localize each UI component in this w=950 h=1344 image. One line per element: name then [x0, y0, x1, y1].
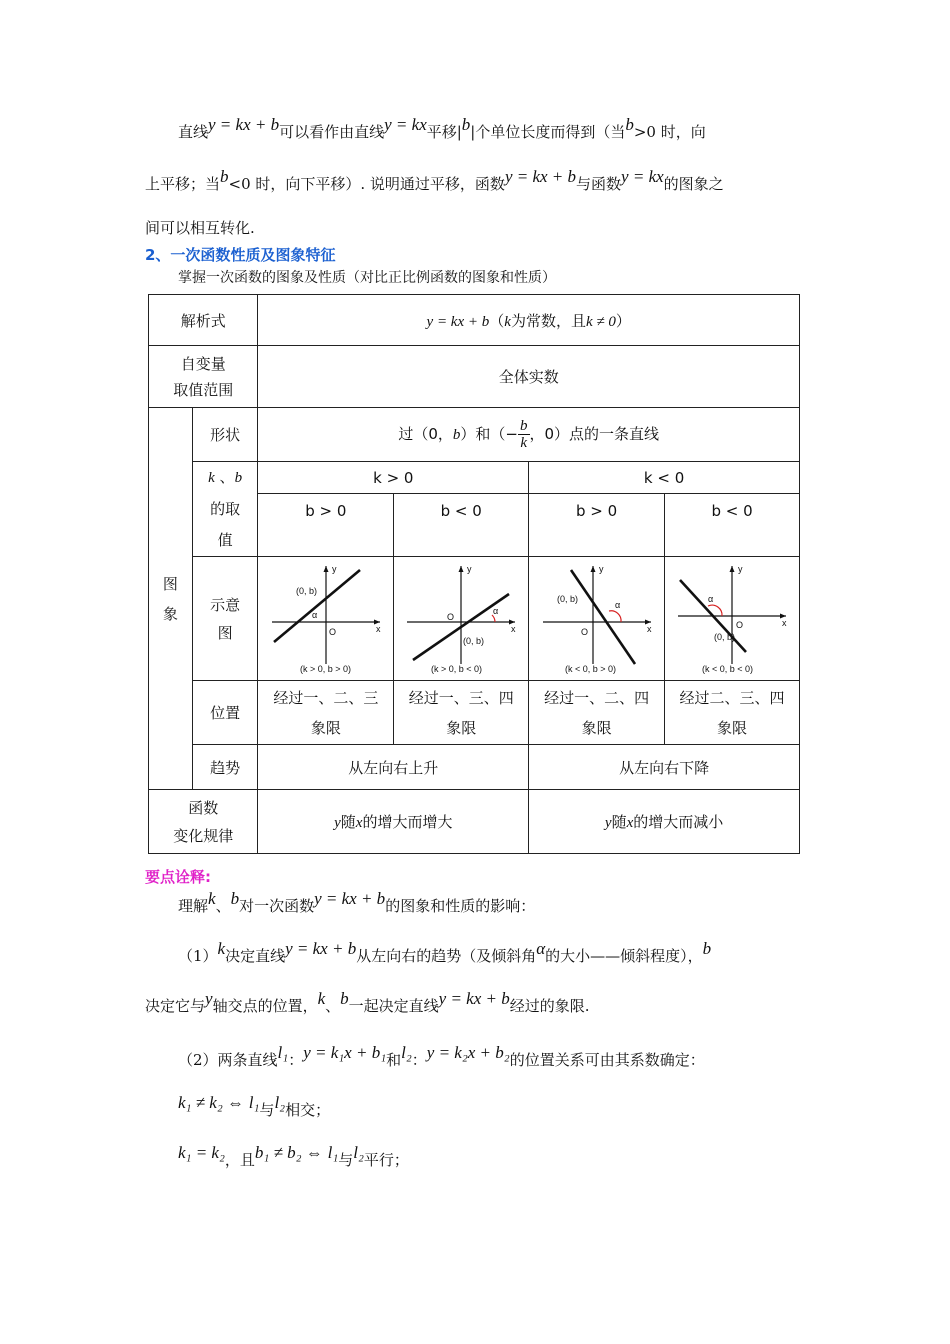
variable: l₁ [248, 1093, 260, 1112]
y-axis-arrow-icon [590, 566, 595, 572]
text-segment: ）和（ [460, 425, 506, 443]
variable: b [452, 427, 461, 443]
variable: l₂ [274, 1093, 286, 1112]
cell-k-negative: k < 0 [529, 462, 800, 494]
cell-kb-label [192, 462, 258, 557]
notes-para-2 [145, 939, 843, 966]
variable: k [208, 889, 216, 908]
label-line: 图 [162, 574, 178, 593]
cell-graph-4 [665, 557, 800, 681]
cell-rule-decreasing [529, 790, 800, 854]
cell-shape-label: 形状 [192, 408, 258, 462]
text-segment: ： [288, 1051, 304, 1069]
table-row [149, 295, 800, 346]
text-segment: （ [489, 311, 505, 330]
label-line: 变化规律 [173, 826, 234, 845]
condition: k ≠ 0 [585, 313, 616, 330]
equation: y = k₁x + b₁ [303, 1043, 387, 1062]
cell-graph-2 [394, 557, 529, 681]
notes-case-2 [145, 1143, 843, 1170]
label-line: 象 [162, 604, 178, 623]
variable: α [536, 939, 546, 958]
function-line [274, 570, 360, 642]
intro-line-1 [145, 115, 843, 142]
label-line: 象限 [581, 718, 612, 737]
label-line: 值 [217, 531, 233, 549]
text-segment: 相交； [285, 1101, 331, 1119]
variable: k [208, 470, 215, 486]
cell-b-positive: b > 0 [529, 494, 665, 557]
table-row [149, 408, 800, 462]
text-segment: 平行； [363, 1151, 409, 1169]
text-segment: >0 时，向 [633, 123, 706, 141]
text-segment: <0 时，向下平移）. 说明通过平移，函数 [228, 175, 505, 193]
notes-para-4 [145, 1043, 843, 1070]
text-segment: 与 [338, 1151, 354, 1169]
table-row [149, 462, 800, 494]
text-segment: 决定直线 [225, 947, 286, 965]
numerator: b [520, 418, 528, 434]
angle-arc [492, 615, 495, 622]
label-line: 自变量 [180, 354, 226, 373]
table-row [149, 681, 800, 745]
table-row [149, 790, 800, 854]
text-segment: 与函数 [576, 175, 622, 193]
graph-caption: (k < 0, b < 0) [702, 663, 754, 674]
text-segment: 的增大而减小 [633, 813, 724, 831]
text-segment: 、 [325, 997, 341, 1015]
text-segment: 可以看作由直线 [279, 123, 385, 141]
variable: b [234, 470, 243, 486]
text-segment: 决定它与 [145, 997, 206, 1015]
angle-label: α [708, 593, 714, 604]
label-line: 示意 [210, 595, 241, 614]
variable: b [625, 115, 634, 134]
variable: b [461, 115, 471, 134]
variable: l₁ [277, 1043, 289, 1062]
text-segment: 一起决定直线 [348, 997, 439, 1015]
text-segment: 随 [611, 813, 627, 831]
axis-label-y: y [738, 563, 743, 574]
label-line: 图 [217, 623, 233, 642]
text-segment: ，且 [224, 1151, 255, 1169]
graph-k-neg-b-pos [537, 560, 657, 678]
denominator: k [520, 435, 528, 451]
label-line: 经过二、三、四 [679, 688, 785, 707]
angle-arc [609, 610, 621, 621]
label-line: 的取 [210, 500, 241, 518]
axis-label-y: y [467, 563, 472, 574]
equation: y = kx + b [285, 939, 357, 958]
text-segment: ） [615, 311, 631, 330]
minus-sign: − [505, 425, 518, 443]
cell-pos-1 [258, 681, 394, 745]
axis-label-y: y [598, 563, 604, 574]
graph-k-pos-b-neg [401, 560, 521, 678]
point-label: (0, b) [714, 631, 736, 642]
variable: b [340, 989, 349, 1008]
intro-line-2 [145, 167, 810, 194]
text-segment: 的图象和性质的影响： [385, 897, 536, 915]
point-label: (0, b) [556, 593, 578, 604]
text-segment: 的大小——倾斜程度）， [545, 947, 703, 965]
variable: k [217, 939, 226, 958]
condition: k₁ ≠ k₂ ⇔ [178, 1093, 244, 1112]
variable: x [626, 815, 634, 831]
angle-label: α [614, 599, 620, 610]
text-segment: 随 [340, 813, 356, 831]
variable: y [205, 989, 213, 1008]
table-row [149, 557, 800, 681]
notes-heading: 要点诠释: [145, 868, 211, 886]
cell-domain-value: 全体实数 [258, 346, 800, 408]
graph-caption: (k > 0, b > 0) [299, 663, 351, 674]
cell-trend-down: 从左向右下降 [529, 745, 800, 790]
axis-label-x: x [511, 623, 516, 634]
text-segment: 直线 [178, 123, 209, 141]
function-line [571, 570, 635, 664]
point-label: (0, b) [463, 635, 485, 646]
cell-b-positive: b > 0 [258, 494, 394, 557]
properties-table [148, 294, 800, 854]
axis-label-y: y [331, 563, 337, 574]
text-segment: 对一次函数 [239, 897, 315, 915]
label-line: 象限 [310, 718, 341, 737]
label-line: 函数 [188, 798, 219, 817]
table-row [149, 745, 800, 790]
text-segment: 轴交点的位置， [212, 997, 318, 1015]
graph-k-neg-b-neg [672, 560, 792, 678]
point-label: (0, b) [295, 585, 317, 596]
text-segment: 上平移；当 [145, 175, 221, 193]
text-segment: 和 [386, 1051, 402, 1069]
label-line: 象限 [446, 718, 477, 737]
section-subtitle: 掌握一次函数的图象及性质（对比正比例函数的图象和性质） [178, 270, 556, 286]
variable: l₂ [353, 1143, 364, 1162]
notes-para-3 [145, 989, 810, 1016]
graph-caption: (k < 0, b > 0) [564, 663, 616, 674]
graph-k-pos-b-pos [266, 560, 386, 678]
origin-label: O [328, 626, 336, 637]
variable: x [355, 815, 363, 831]
variable: y [334, 815, 341, 831]
equation: y = k₂x + b₂ [426, 1043, 510, 1062]
cell-graph-1 [258, 557, 394, 681]
cell-pos-3 [529, 681, 665, 745]
cell-shape-value [258, 408, 800, 462]
condition: k₁ = k₂ [178, 1143, 225, 1162]
axis-label-x: x [375, 623, 381, 634]
text-segment: （2）两条直线 [178, 1051, 278, 1069]
variable: y [604, 815, 612, 831]
cell-domain-label [149, 346, 258, 408]
cell-b-negative: b < 0 [665, 494, 800, 557]
origin-label: O [447, 611, 455, 622]
cell-trend-label: 趋势 [192, 745, 258, 790]
text-segment: |个单位长度而得到（当 [470, 123, 626, 141]
text-segment: 的图象之 [663, 175, 724, 193]
text-segment: ，0）点的一条直线 [529, 425, 660, 443]
label-line: 经过一、二、四 [544, 688, 650, 707]
cell-graph-3 [529, 557, 665, 681]
variable: b [220, 167, 229, 186]
notes-para-1 [145, 889, 843, 916]
cell-rule-label [149, 790, 258, 854]
text-segment: 平移| [426, 123, 462, 141]
table-row [149, 346, 800, 408]
equation: y = kx + b [438, 989, 510, 1008]
equation: y = kx + b [314, 889, 386, 908]
cell-b-negative: b < 0 [394, 494, 529, 557]
cell-k-positive: k > 0 [258, 462, 529, 494]
text-segment: 从左向右的趋势（及倾斜角 [356, 947, 537, 965]
condition: b₁ ≠ b₂ ⇔ [254, 1143, 323, 1162]
notes-case-1 [145, 1093, 843, 1120]
text-segment: ： [411, 1051, 427, 1069]
origin-label: O [580, 626, 588, 637]
equation: y = kx [384, 115, 427, 134]
label-line: 取值范围 [173, 380, 234, 399]
section-heading: 2、一次函数性质及图象特征 [145, 246, 336, 264]
text-segment: 的增大而增大 [362, 813, 453, 831]
text-segment: 与 [259, 1101, 275, 1119]
variable: l₂ [401, 1043, 412, 1062]
variable: b [230, 889, 240, 908]
axis-label-x: x [782, 617, 787, 628]
angle-label: α [493, 605, 499, 616]
equation: y = kx [621, 167, 664, 186]
text-segment: 的位置关系可由其系数确定： [509, 1051, 705, 1069]
cell-graph-label [149, 408, 193, 790]
cell-rule-increasing [258, 790, 529, 854]
equation: y = kx + b [504, 167, 577, 186]
origin-label: O [736, 619, 744, 630]
cell-sketch-label [192, 557, 258, 681]
text-segment: 、 [215, 897, 231, 915]
text-segment: 理解 [178, 897, 209, 915]
cell-trend-up: 从左向右上升 [258, 745, 529, 790]
equation: y = kx + b [426, 313, 490, 330]
variable: l₁ [327, 1143, 339, 1162]
cell-expr-label: 解析式 [149, 295, 258, 346]
intro-line-3: 间可以相互转化. [145, 219, 255, 237]
variable: k [504, 313, 511, 330]
variable: k [317, 989, 326, 1008]
label-line: 经过一、三、四 [408, 688, 514, 707]
text-segment: 为常数，且 [510, 311, 586, 330]
y-axis-arrow-icon [323, 566, 328, 572]
cell-pos-2 [394, 681, 529, 745]
y-axis-arrow-icon [730, 566, 735, 572]
text-segment: 过（0， [398, 425, 453, 443]
cell-pos-4 [665, 681, 800, 745]
text-segment: （1） [178, 947, 218, 965]
cell-expr-value [258, 295, 800, 346]
label-line: 经过一、二、三 [273, 688, 379, 707]
graph-caption: (k > 0, b < 0) [431, 663, 483, 674]
equation: y = kx + b [208, 115, 280, 134]
label-line: 象限 [717, 718, 748, 737]
axis-label-x: x [646, 623, 652, 634]
fraction [518, 418, 530, 451]
cell-pos-label: 位置 [192, 681, 258, 745]
y-axis-arrow-icon [459, 566, 464, 572]
variable: b [702, 939, 712, 958]
text-segment: 经过的象限. [509, 997, 590, 1015]
text-segment: 、 [214, 468, 235, 486]
angle-label: α [311, 609, 318, 620]
